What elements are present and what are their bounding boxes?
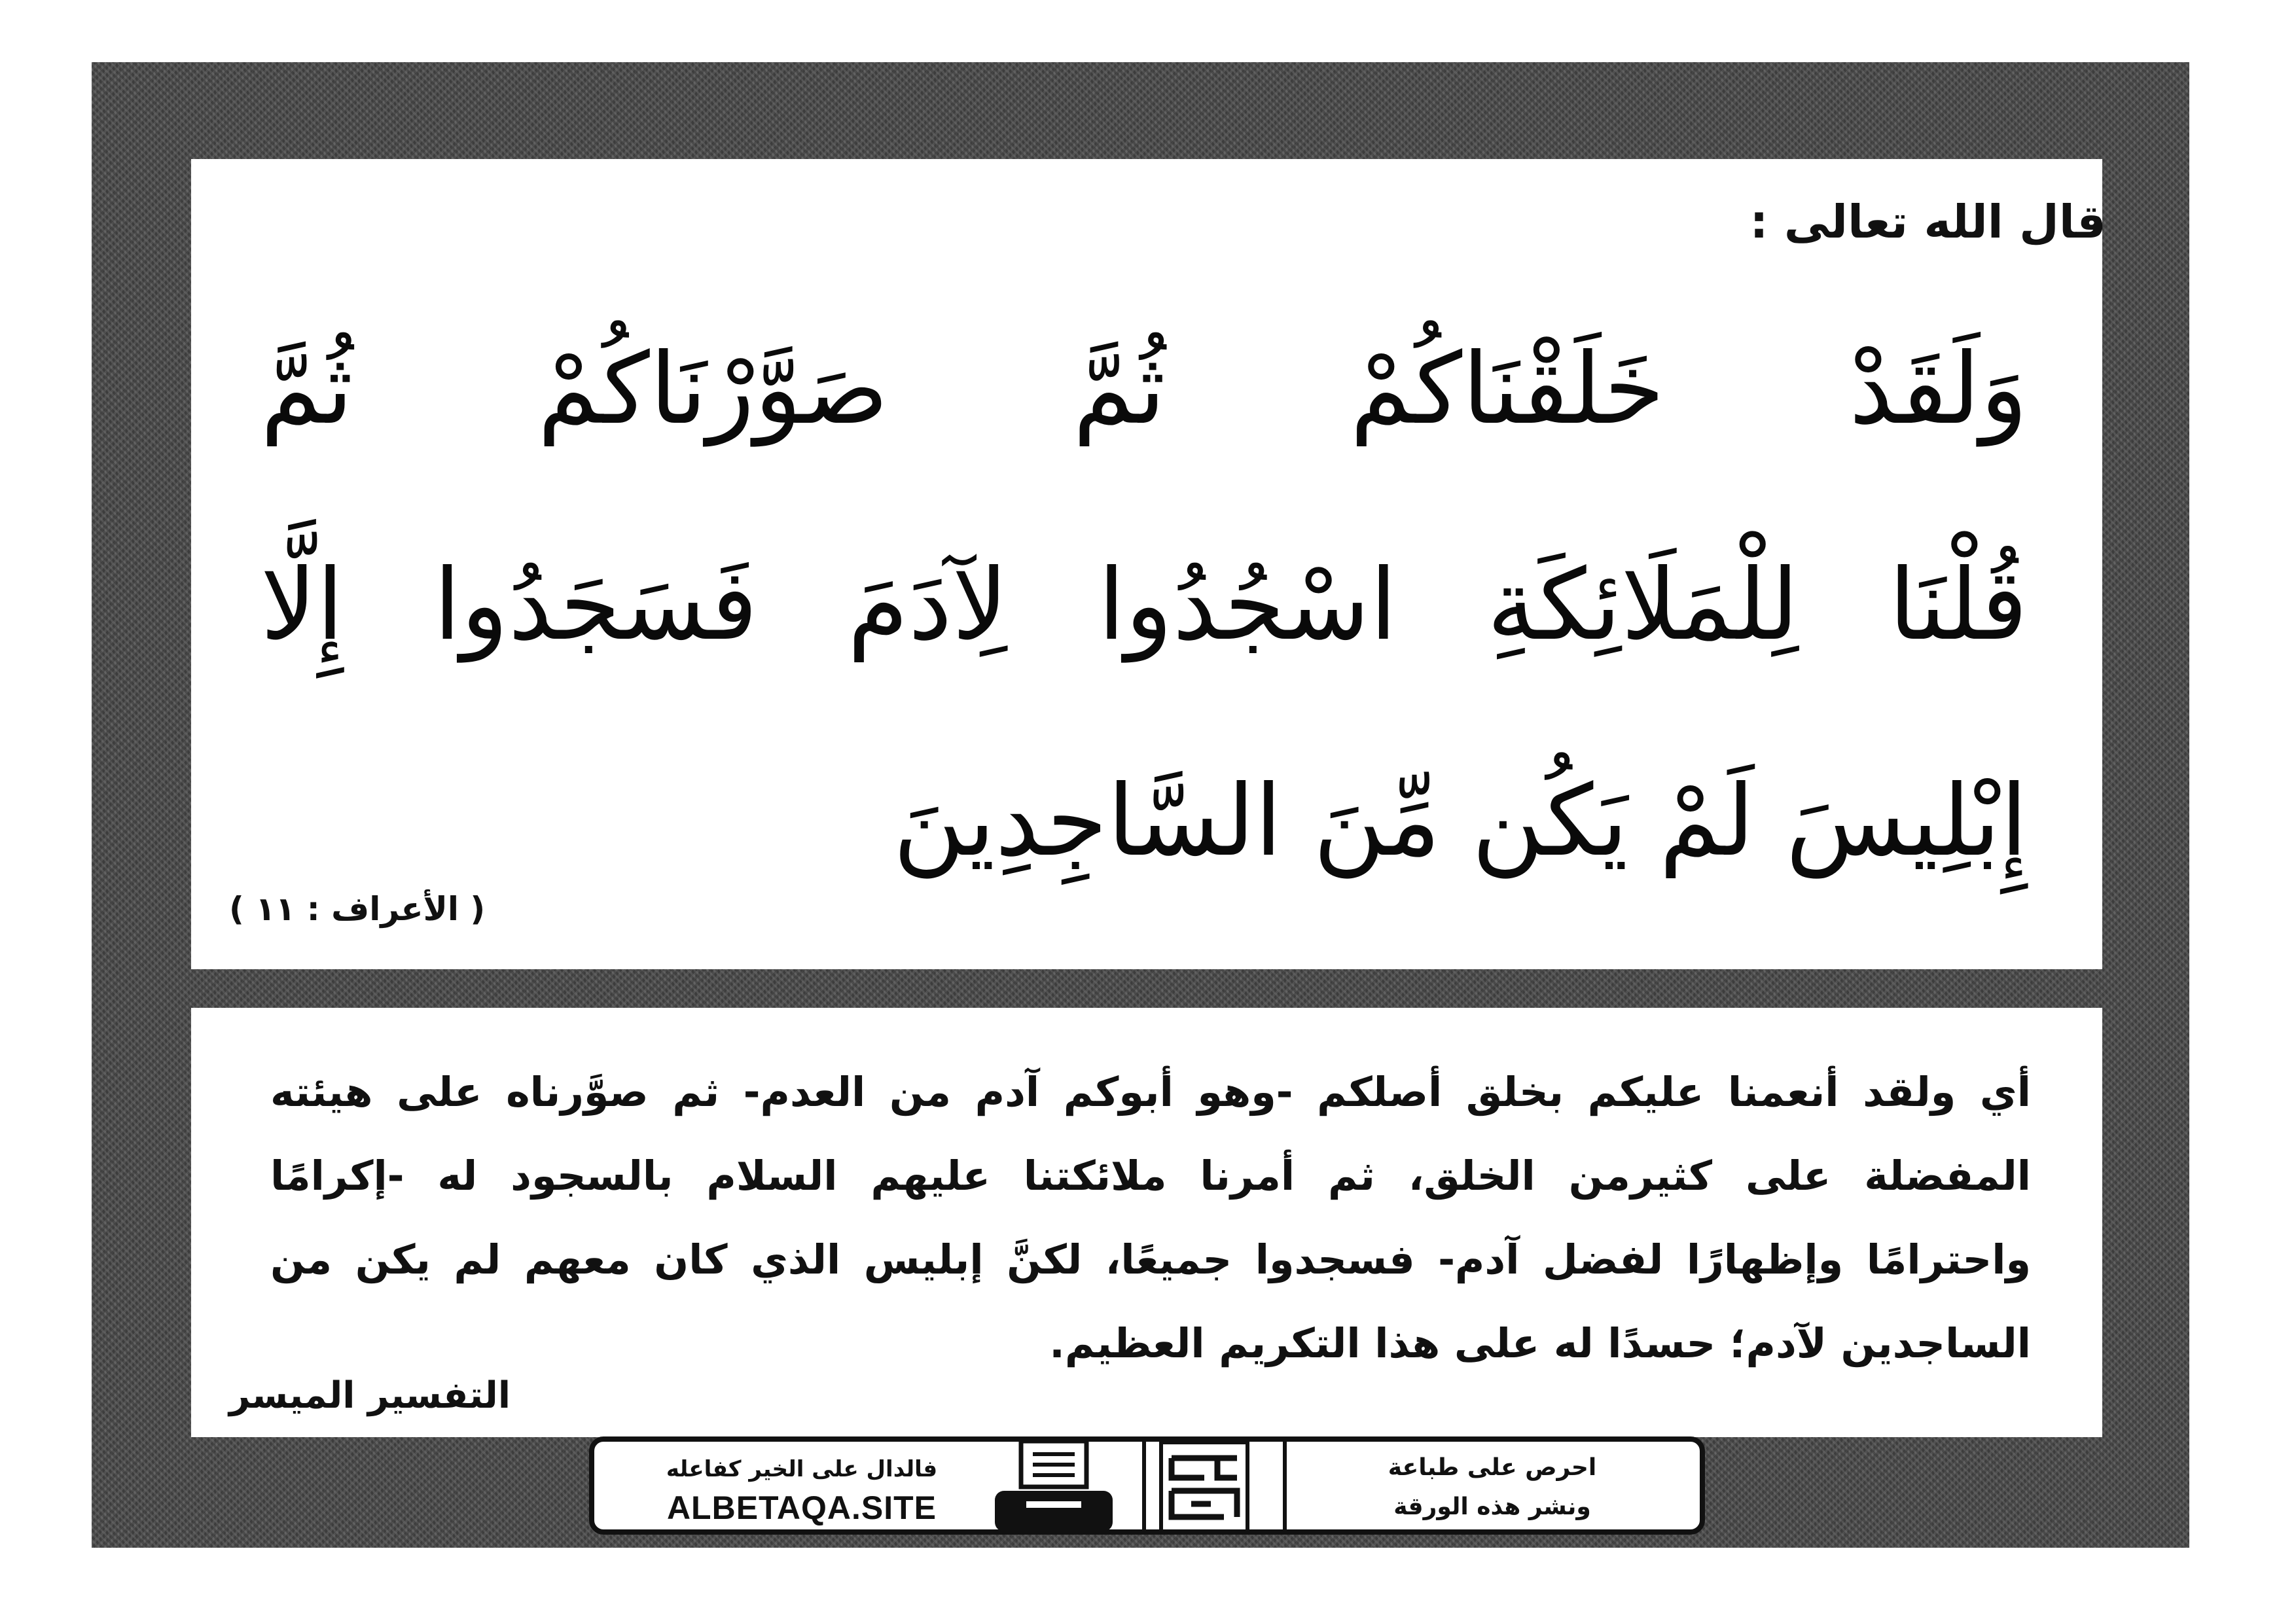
footer-divider <box>1142 1440 1146 1531</box>
print-note-line-2: ونشر هذه الورقة <box>1393 1493 1591 1520</box>
tafsir-line-2: المفضلة على كثيرمن الخلق، ثم أمرنا ملائكتنا عليهم السلام بالسجود له -إكرامًا <box>270 1152 2031 1200</box>
site-slogan: فالدال على الخير كفاعله <box>666 1456 938 1482</box>
verse-citation: ( الأعراف : ١١ ) <box>229 890 486 928</box>
tafsir-line-1: أي ولقد أنعمنا عليكم بخلق أصلكم -وهو أبوكم آدم من العدم- ثم صوَّرناه على هيئته <box>270 1068 2031 1116</box>
verse-line-2: قُلْنَا لِلْمَلَائِكَةِ اسْجُدُوا لِآدَمَ فَسَجَدُوا إِلَّا <box>260 548 2028 662</box>
verse-intro: قال الله تعالى : <box>1749 195 2106 249</box>
print-note-line-1: احرص على طباعة <box>1388 1454 1597 1481</box>
site-url[interactable]: ALBETAQA.SITE <box>666 1489 937 1526</box>
tafsir-source: التفسير الميسر <box>229 1374 511 1417</box>
tafsir-line-4: الساجدين لآدم؛ حسدًا له على هذا التكريم العظيم. <box>1049 1319 2031 1367</box>
verse-line-3: إِبْلِيسَ لَمْ يَكُن مِّنَ السَّاجِدِينَ <box>893 764 2028 878</box>
dawa-logo <box>1152 1438 1257 1535</box>
footer-divider <box>1283 1440 1287 1531</box>
printer-icon <box>988 1438 1119 1535</box>
verse-line-1: وَلَقَدْ خَلَقْنَاكُمْ ثُمَّ صَوَّرْنَاكُمْ ثُمَّ <box>260 332 2028 446</box>
tafsir-line-3: واحترامًا وإظهارًا لفضل آدم- فسجدوا جميعًا، لكنَّ إبليس الذي كان معهم لم يكن من <box>270 1236 2031 1283</box>
